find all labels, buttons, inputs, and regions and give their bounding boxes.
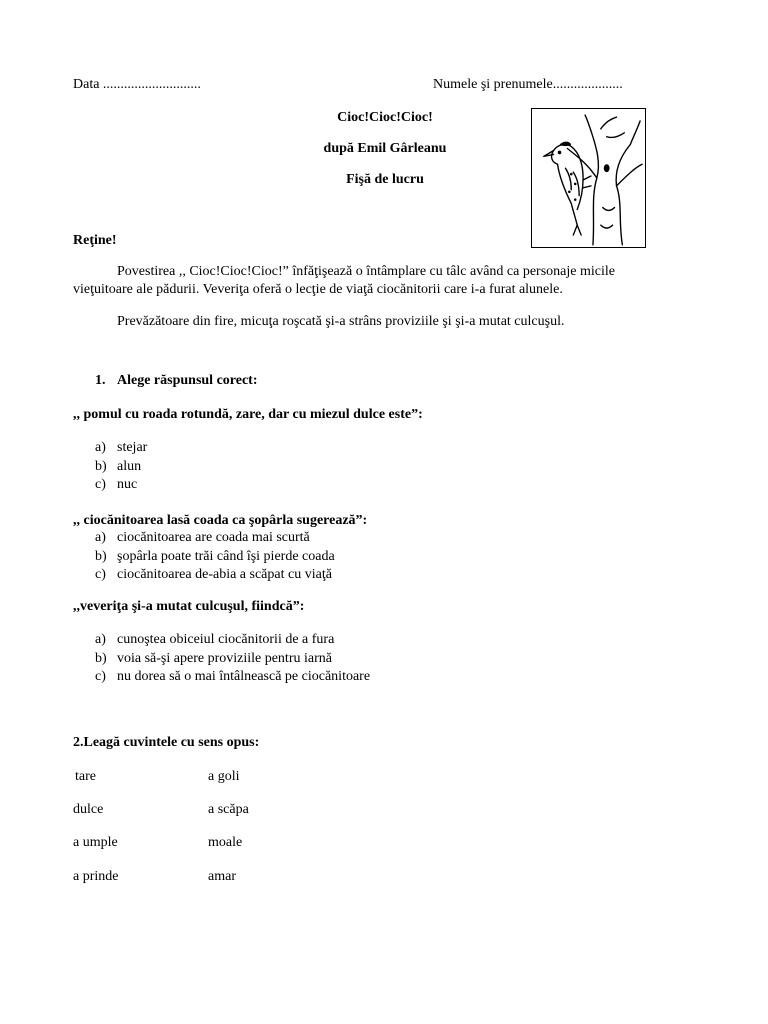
retine-paragraph-1: Povestirea ,, Cioc!Cioc!Cioc!” înfăţişează o întâmplare cu tâlc având ca personaje micile vieţuitoare ale pădurii. Veveriţa oferă o lecţie de viaţă ciocănitorii care i-a furat alunele. [73, 264, 615, 297]
word-right-4[interactable]: amar [208, 869, 236, 884]
option-a[interactable]: a) ciocănitoarea are coada mai scurtă [95, 530, 310, 545]
exercise-2-heading: 2.Leagă cuvintele cu sens opus: [73, 735, 260, 750]
woodpecker-on-tree-icon [531, 108, 646, 248]
option-c[interactable]: c) nuc [95, 477, 138, 492]
question-2-options [95, 529, 335, 585]
story-title: Cioc!Cioc!Cioc! [337, 110, 433, 125]
story-author: după Emil Gârleanu [323, 141, 447, 156]
word-left-4[interactable]: a prinde [73, 869, 119, 884]
word-left-3[interactable]: a umple [73, 835, 118, 850]
option-a[interactable]: a) cunoştea obiceiul ciocănitorii de a fura [95, 632, 335, 647]
word-right-1[interactable]: a goli [208, 769, 240, 784]
question-2-text: ,, ciocănitoarea lasă coada ca şopârla sugerează”: [73, 513, 368, 528]
date-field[interactable]: Data ............................ [73, 77, 201, 92]
exercise-1-number: 1. [95, 373, 106, 388]
option-b[interactable]: b) voia să-şi apere proviziile pentru iarnă [95, 650, 332, 666]
retine-paragraph-2: Prevăzătoare din fire, micuţa roşcată şi-a strâns proviziile şi şi-a mutat culcuşul. [117, 314, 565, 329]
word-right-3[interactable]: moale [208, 835, 243, 850]
question-1-text: ,, pomul cu roada rotundă, zare, dar cu miezul dulce este”: [73, 407, 423, 422]
word-left-2[interactable]: dulce [73, 802, 104, 817]
retine-heading: Reţine! [73, 233, 117, 248]
word-right-2[interactable]: a scăpa [208, 802, 249, 817]
option-c[interactable]: c) nu dorea să o mai întâlnească pe ciocănitoare [95, 669, 371, 684]
word-left-1[interactable]: tare [75, 769, 96, 784]
exercise-1-heading: Alege răspunsul corect: [117, 373, 258, 388]
option-a[interactable]: a) stejar [95, 440, 148, 455]
name-field[interactable]: Numele şi prenumele.................... [433, 77, 623, 92]
option-b[interactable]: b) alun [95, 458, 142, 474]
worksheet-title: Fişă de lucru [346, 172, 424, 187]
question-3-text: ,,veveriţa şi-a mutat culcuşul, fiindcă”: [73, 599, 305, 614]
question-3-options [95, 631, 370, 687]
question-1-options [95, 439, 147, 495]
option-b[interactable]: b) şopârla poate trăi când îşi pierde coada [95, 548, 335, 564]
option-c[interactable]: c) ciocănitoarea de-abia a scăpat cu viaţă [95, 567, 332, 582]
